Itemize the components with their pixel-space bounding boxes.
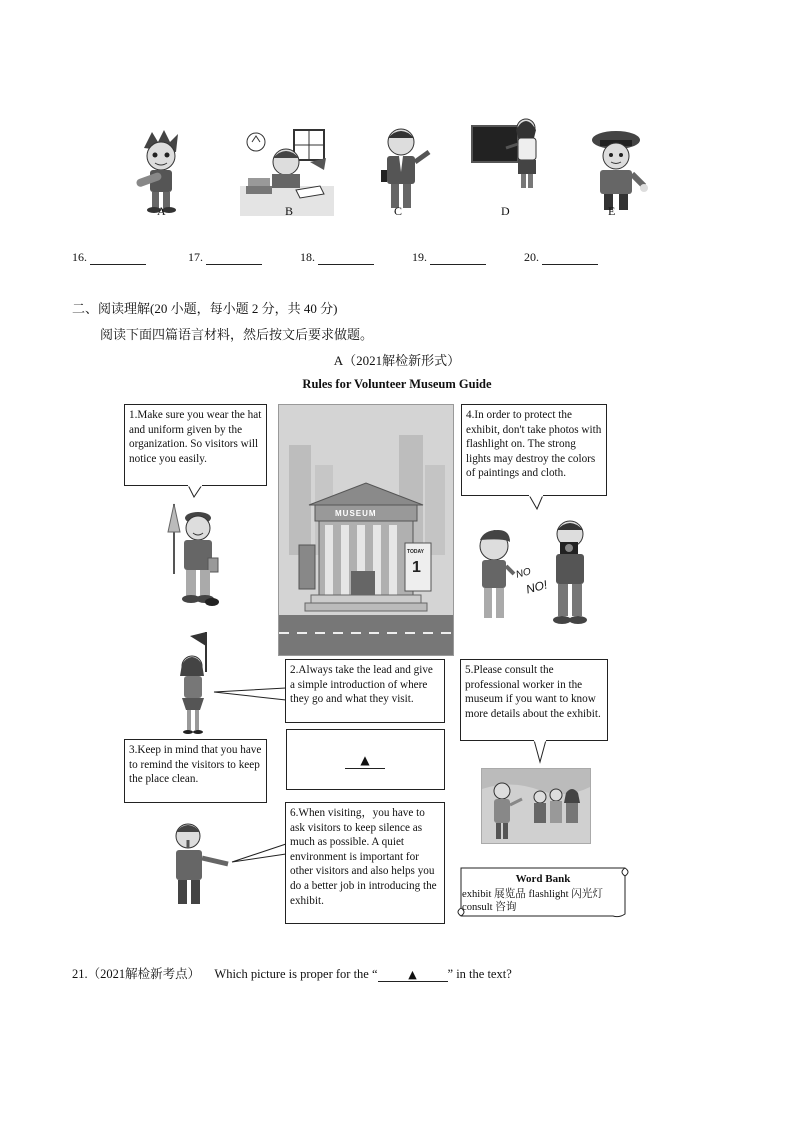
picture-c-label: C bbox=[394, 204, 403, 218]
poster-number: 1 bbox=[412, 559, 421, 576]
question-text-after: ” in the text? bbox=[447, 967, 512, 981]
rule-6-bubble: 6.When visiting，you have to ask visitors to keep silence as much as possible. A quiet environment is important for other visitors and also helps you do a better job in introducing the exhibit. bbox=[285, 802, 445, 924]
blank-line[interactable] bbox=[430, 252, 486, 265]
passage-title: Rules for Volunteer Museum Guide bbox=[302, 377, 492, 391]
boy-shushing-icon bbox=[166, 818, 230, 910]
bubble-tail-rule-6 bbox=[228, 840, 290, 870]
photographer-and-boy-icon bbox=[470, 516, 596, 628]
picture-a bbox=[130, 128, 192, 214]
picture-d bbox=[470, 116, 546, 190]
picture-a-label: A bbox=[157, 204, 166, 218]
no-flash-figures bbox=[470, 516, 596, 628]
missing-picture-box[interactable] bbox=[286, 729, 445, 790]
blank-number: 18. bbox=[300, 250, 315, 264]
blank-number: 20. bbox=[524, 250, 539, 264]
reporter-with-microphone-icon bbox=[377, 126, 433, 214]
blank-line[interactable] bbox=[206, 252, 262, 265]
bubble-tail bbox=[527, 495, 547, 511]
question-21 bbox=[72, 964, 512, 982]
boy-shushing-figure bbox=[166, 818, 230, 910]
picture-d-label: D bbox=[501, 204, 510, 218]
teacher-at-blackboard-icon bbox=[470, 116, 546, 190]
bubble-tail bbox=[532, 740, 548, 764]
answer-blank-18[interactable] bbox=[300, 250, 374, 265]
answer-blank-19[interactable] bbox=[412, 250, 486, 265]
word-bank-line-1: exhibit 展览品 flashlight 闪光灯 bbox=[462, 889, 603, 900]
picture-e bbox=[586, 128, 650, 216]
blank-number: 19. bbox=[412, 250, 427, 264]
rule-5-bubble: 5.Please consult the professional worker in the museum if you want to know more details about the exhibit. bbox=[460, 659, 608, 741]
rule-4-bubble: 4.In order to protect the exhibit, don't take photos with flashlight on. The strong lights may destroy the colors of paintings and cloth. bbox=[461, 404, 607, 496]
question-text-before: Which picture is proper for the “ bbox=[214, 967, 378, 981]
section-instruction: 阅读下面四篇语言材料，然后按文后要求做题。 bbox=[100, 327, 374, 342]
picture-e-label: E bbox=[608, 204, 616, 218]
no-text: NO bbox=[514, 566, 533, 581]
poster-text: TODAY bbox=[407, 549, 424, 555]
word-bank-title: Word Bank bbox=[515, 873, 571, 885]
section-heading: 二、阅读理解(20 小题，每小题 2 分，共 40 分) bbox=[72, 301, 338, 316]
word-bank-line-2: consult 咨询 bbox=[462, 902, 517, 913]
placeholder-triangle: ▲ bbox=[345, 752, 385, 769]
blank-number: 17. bbox=[188, 250, 203, 264]
blank-number: 16. bbox=[72, 250, 87, 264]
museum-sign: MUSEUM bbox=[335, 509, 377, 518]
blank-line[interactable] bbox=[542, 252, 598, 265]
bubble-tail bbox=[186, 485, 206, 499]
answer-blank-17[interactable] bbox=[188, 250, 262, 265]
answer-blank-16[interactable] bbox=[72, 250, 146, 265]
rule-3-bubble: 3.Keep in mind that you have to remind the visitors to keep the place clean. bbox=[124, 739, 267, 803]
girl-guide-figure bbox=[170, 630, 220, 736]
rule-1-bubble: 1.Make sure you wear the hat and uniform given by the organization. So visitors will notice you easily. bbox=[124, 404, 267, 486]
blank-line[interactable] bbox=[90, 252, 146, 265]
blank-line[interactable] bbox=[318, 252, 374, 265]
picture-b-label: B bbox=[285, 204, 294, 218]
question-blank: ▲ bbox=[378, 968, 448, 982]
professional-worker-image bbox=[481, 768, 591, 844]
volunteer-guide-figure bbox=[164, 502, 224, 610]
girl-with-flag-icon bbox=[170, 630, 220, 736]
picture-c bbox=[377, 126, 433, 214]
guide-with-flag-icon bbox=[164, 502, 224, 610]
passage-label: A（2021解检新形式） bbox=[333, 353, 461, 368]
museum-image bbox=[278, 404, 454, 656]
rule-2-bubble: 2.Always take the lead and give a simple introduction of where they go and what they visit. bbox=[285, 659, 445, 723]
museum-building-icon bbox=[279, 405, 453, 655]
answer-blank-20[interactable] bbox=[524, 250, 598, 265]
police-officer-icon bbox=[586, 128, 650, 216]
picture-b bbox=[240, 128, 334, 216]
bubble-tail-rule-2 bbox=[210, 684, 290, 704]
no-text-2: NO! bbox=[524, 577, 549, 597]
boy-with-guitar-icon bbox=[130, 128, 192, 214]
student-at-desk-icon bbox=[240, 128, 334, 216]
word-bank bbox=[455, 864, 631, 922]
worker-with-visitors-icon bbox=[482, 769, 590, 843]
question-number: 21.（2021解检新考点） bbox=[72, 967, 201, 981]
